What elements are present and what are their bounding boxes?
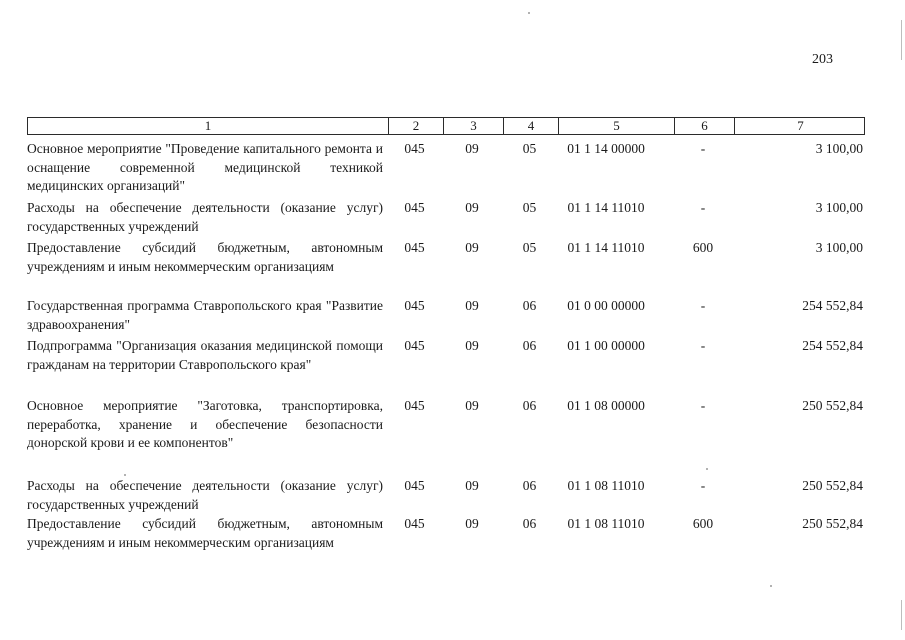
row-name: Подпрограмма "Организация оказания медицинской помощи гражданам на территории Ставропольского края" bbox=[27, 338, 383, 372]
scan-edge-mark-top bbox=[901, 20, 902, 60]
row-amount: 254 552,84 bbox=[802, 298, 863, 313]
row-code-4: 06 bbox=[522, 478, 537, 493]
table-row bbox=[27, 239, 865, 297]
row-code-4: 05 bbox=[522, 200, 537, 215]
row-code-4: 06 bbox=[522, 516, 537, 531]
row-code-6: 600 bbox=[692, 516, 714, 531]
row-code-3: 09 bbox=[465, 338, 479, 353]
row-code-2: 045 bbox=[404, 240, 425, 255]
scan-speck bbox=[770, 585, 772, 587]
table-row bbox=[27, 140, 865, 195]
row-name: Расходы на обеспечение деятельности (оказание услуг) государственных учреждений bbox=[27, 200, 383, 234]
row-amount: 3 100,00 bbox=[815, 200, 863, 215]
row-code-3: 09 bbox=[465, 298, 479, 313]
row-code-5: 01 1 08 00000 bbox=[567, 398, 645, 413]
row-code-3: 09 bbox=[465, 516, 479, 531]
row-name: Расходы на обеспечение деятельности (оказание услуг) государственных учреждений bbox=[27, 478, 383, 512]
row-code-4: 06 bbox=[522, 338, 537, 353]
row-code-4: 06 bbox=[522, 298, 537, 313]
row-code-2: 045 bbox=[404, 338, 425, 353]
table-header-row bbox=[27, 117, 865, 135]
row-amount: 250 552,84 bbox=[802, 478, 863, 493]
table-row bbox=[27, 337, 865, 397]
row-code-6: 600 bbox=[692, 240, 714, 255]
table-row bbox=[27, 397, 865, 477]
row-code-6: - bbox=[700, 200, 706, 215]
row-code-2: 045 bbox=[404, 298, 425, 313]
row-code-5: 01 0 00 00000 bbox=[567, 298, 645, 313]
row-code-5: 01 1 14 00000 bbox=[567, 141, 645, 156]
row-amount: 250 552,84 bbox=[802, 516, 863, 531]
row-code-2: 045 bbox=[404, 398, 425, 413]
row-code-3: 09 bbox=[465, 478, 479, 493]
header-col-7: 7 bbox=[734, 118, 866, 134]
row-code-6: - bbox=[700, 398, 706, 413]
row-name: Предоставление субсидий бюджетным, автономным учреждениям и иным некоммерческим организациям bbox=[27, 516, 383, 550]
header-col-6: 6 bbox=[674, 118, 734, 134]
table-body bbox=[27, 140, 865, 555]
header-col-5: 5 bbox=[558, 118, 674, 134]
row-amount: 250 552,84 bbox=[802, 398, 863, 413]
row-code-3: 09 bbox=[465, 240, 479, 255]
row-code-4: 05 bbox=[522, 141, 537, 156]
table-row bbox=[27, 515, 865, 555]
row-code-2: 045 bbox=[404, 516, 425, 531]
row-name: Основное мероприятие "Заготовка, транспортировка, переработка, хранение и обеспечение безопасности донорской крови и ее компонентов" bbox=[27, 398, 383, 450]
row-code-2: 045 bbox=[404, 478, 425, 493]
row-code-2: 045 bbox=[404, 200, 425, 215]
row-code-6: - bbox=[700, 338, 706, 353]
row-code-5: 01 1 08 11010 bbox=[567, 478, 645, 493]
row-amount: 3 100,00 bbox=[815, 240, 863, 255]
row-amount: 3 100,00 bbox=[815, 141, 863, 156]
header-col-1: 1 bbox=[204, 118, 212, 133]
row-code-5: 01 1 14 11010 bbox=[567, 200, 645, 215]
row-code-2: 045 bbox=[404, 141, 425, 156]
table-row bbox=[27, 199, 865, 239]
header-col-4: 4 bbox=[503, 118, 558, 134]
scan-edge-mark-bottom bbox=[901, 600, 902, 630]
row-code-4: 06 bbox=[522, 398, 537, 413]
table-row bbox=[27, 297, 865, 337]
table-row bbox=[27, 477, 865, 515]
row-code-6: - bbox=[700, 141, 706, 156]
row-code-3: 09 bbox=[465, 141, 479, 156]
row-code-3: 09 bbox=[465, 200, 479, 215]
row-name: Государственная программа Ставропольского края "Развитие здравоохранения" bbox=[27, 298, 383, 332]
scan-speck bbox=[528, 12, 530, 14]
row-code-4: 05 bbox=[522, 240, 537, 255]
header-col-3: 3 bbox=[443, 118, 503, 134]
row-code-5: 01 1 00 00000 bbox=[567, 338, 645, 353]
header-col-2: 2 bbox=[388, 118, 443, 134]
page-number: 203 bbox=[812, 52, 833, 67]
row-name: Предоставление субсидий бюджетным, автономным учреждениям и иным некоммерческим организациям bbox=[27, 240, 383, 274]
row-code-6: - bbox=[700, 298, 706, 313]
row-code-5: 01 1 08 11010 bbox=[567, 516, 645, 531]
row-code-5: 01 1 14 11010 bbox=[567, 240, 645, 255]
row-amount: 254 552,84 bbox=[802, 338, 863, 353]
row-name: Основное мероприятие "Проведение капитального ремонта и оснащение современной медицинской техникой медицинских организаций" bbox=[27, 141, 383, 193]
row-code-6: - bbox=[700, 478, 706, 493]
row-code-3: 09 bbox=[465, 398, 479, 413]
